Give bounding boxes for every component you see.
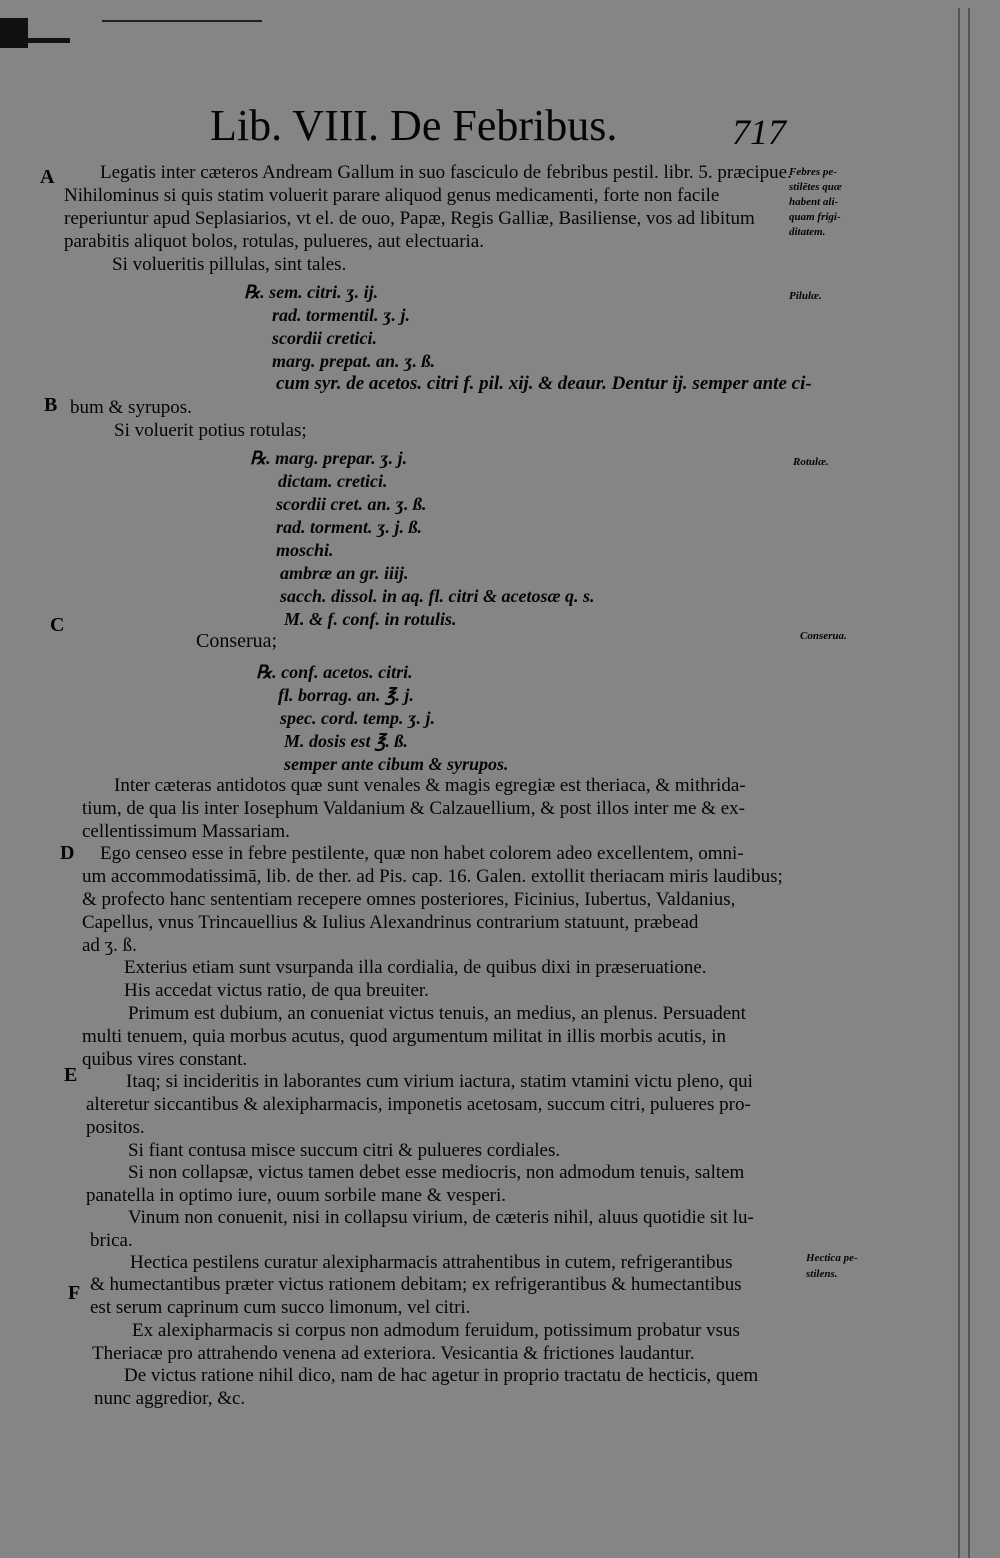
page-edge (968, 8, 970, 1558)
text-line: bum & syrupos. (70, 397, 192, 418)
text-line: brica. (90, 1230, 133, 1251)
section-letter: C (50, 614, 65, 636)
text-line: Si voluerit potius rotulas; (114, 420, 307, 441)
page-edge (958, 8, 960, 1558)
margin-note: Conserua. (800, 630, 847, 642)
section-letter: F (68, 1282, 81, 1304)
text-line: Si fiant contusa misce succum citri & pulueres cordiales. (128, 1140, 561, 1161)
recipe-line: ℞. conf. acetos. citri. (256, 662, 413, 682)
text-line: Ex alexipharmacis si corpus non admodum feruidum, potissimum probatur vsus (132, 1320, 740, 1341)
text-line: est serum caprinum cum succo limonum, vel citri. (90, 1297, 471, 1318)
recipe-line: sacch. dissol. in aq. fl. citri & acetosæ q. s. (280, 586, 595, 606)
margin-note: stilētes quæ (789, 181, 842, 193)
running-title: Lib. VIII. De Febribus. (210, 101, 618, 150)
recipe-line: ℞. sem. citri. ʒ. ij. (244, 282, 379, 302)
recipe-line: spec. cord. temp. ʒ. j. (280, 708, 435, 728)
text-line: um accommodatissimā, lib. de ther. ad Pis. cap. 16. Galen. extollit theriacam miris laudibus; (82, 866, 783, 887)
header-rule (28, 38, 70, 43)
recipe-line: rad. torment. ʒ. j. ß. (276, 517, 422, 537)
section-letter: B (44, 394, 58, 416)
text-line: Conserua; (196, 630, 278, 652)
margin-note: Febres pe- (789, 166, 837, 178)
section-letter: A (40, 166, 55, 188)
top-rule (102, 20, 262, 22)
recipe-line: marg. prepat. an. ʒ. ß. (272, 351, 435, 371)
recipe-line: scordii cretici. (272, 328, 377, 348)
text-line: & humectantibus præter victus rationem debitam; ex refrigerantibus & humectantibus (90, 1274, 742, 1295)
text-line: Capellus, vnus Trincauellius & Iulius Alexandrinus contrarium statuunt, præbead (82, 912, 699, 933)
recipe-line: ambræ an gr. iiij. (280, 563, 409, 583)
recipe-line: scordii cret. an. ʒ. ß. (276, 494, 427, 514)
text-line: Primum est dubium, an conueniat victus tenuis, an medius, an plenus. Persuadent (128, 1003, 746, 1024)
text-line: Inter cæteras antidotos quæ sunt venales & magis egregiæ est theriaca, & mithrida- (114, 775, 746, 796)
text-line: His accedat victus ratio, de qua breuiter. (124, 980, 429, 1001)
text-line: ad ʒ. ß. (82, 935, 137, 956)
text-line: Exterius etiam sunt vsurpanda illa cordialia, de quibus dixi in præseruatione. (124, 957, 707, 978)
ink-blot (0, 18, 28, 48)
margin-note: Hectica pe- (806, 1252, 858, 1264)
recipe-line: ℞. marg. prepar. ʒ. j. (250, 448, 408, 468)
text-line: positos. (86, 1117, 145, 1138)
text-line: Nihilominus si quis statim voluerit parare aliquod genus medicamenti, forte non facile (64, 185, 720, 206)
margin-note: Pilulæ. (789, 290, 822, 302)
margin-note: habent ali- (789, 196, 839, 208)
text-line: Ego censeo esse in febre pestilente, quæ non habet colorem adeo excellentem, omni- (100, 843, 744, 864)
text-line: Itaq; si incideritis in laborantes cum virium iactura, statim vtamini victu pleno, qui (126, 1071, 753, 1092)
text-line: alteretur siccantibus & alexipharmacis, imponetis acetosam, succum citri, pulueres pro- (86, 1094, 751, 1115)
recipe-line: M. dosis est ℥. ß. (284, 731, 408, 751)
text-line: Si volueritis pillulas, sint tales. (112, 254, 347, 275)
text-line: Hectica pestilens curatur alexipharmacis attrahentibus in cutem, refrigerantibus (130, 1252, 733, 1273)
text-line: multi tenuem, quia morbus acutus, quod argumentum militat in illis morbis acutis, in (82, 1026, 726, 1047)
margin-note: ditatem. (789, 226, 826, 238)
recipe-line: M. & f. conf. in rotulis. (284, 609, 457, 629)
text-line: reperiuntur apud Seplasiarios, vt el. de ouo, Papæ, Regis Galliæ, Basiliense, vos ad libitum (64, 208, 755, 229)
text-line: parabitis aliquot bolos, rotulas, pulueres, aut electuaria. (64, 231, 484, 252)
text-line: Legatis inter cæteros Andream Gallum in suo fasciculo de febribus pestil. libr. 5. præcipue. (100, 162, 792, 183)
text-line: panatella in optimo iure, ouum sorbile mane & vesperi. (86, 1185, 507, 1206)
text-line: Si non collapsæ, victus tamen debet esse mediocris, non admodum tenuis, saltem (128, 1162, 745, 1183)
section-letter: D (60, 842, 75, 864)
text-line: Theriacæ pro attrahendo venena ad exteriora. Vesicantia & frictiones laudantur. (92, 1343, 695, 1364)
section-letter: E (64, 1064, 78, 1086)
page-number: 717 (732, 112, 786, 152)
margin-note: stilens. (806, 1268, 838, 1280)
text-line: & profecto hanc sententiam recepere omnes posteriores, Ficinius, Iubertus, Valdanius, (82, 889, 736, 910)
text-line: cellentissimum Massariam. (82, 821, 290, 842)
text-line: tium, de qua lis inter Iosephum Valdanium & Calzauellium, & post illos inter me & ex- (82, 798, 745, 819)
text-line: Vinum non conuenit, nisi in collapsu virium, de cæteris nihil, aluus quotidie sit lu- (128, 1207, 754, 1228)
recipe-line: moschi. (276, 540, 334, 560)
text-line: De victus ratione nihil dico, nam de hac agetur in proprio tractatu de hecticis, quem (124, 1365, 759, 1386)
recipe-line: rad. tormentil. ʒ. j. (272, 305, 410, 325)
margin-note: Rotulæ. (793, 456, 829, 468)
margin-note: quam frigi- (789, 211, 841, 223)
text-line: nunc aggredior, &c. (94, 1388, 246, 1409)
recipe-line: fl. borrag. an. ℥. j. (278, 685, 414, 705)
recipe-line: cum syr. de acetos. citri f. pil. xij. & deaur. Dentur ij. semper ante ci- (276, 373, 812, 394)
recipe-line: semper ante cibum & syrupos. (284, 754, 509, 774)
text-line: quibus vires constant. (82, 1049, 248, 1070)
recipe-line: dictam. cretici. (278, 471, 388, 491)
